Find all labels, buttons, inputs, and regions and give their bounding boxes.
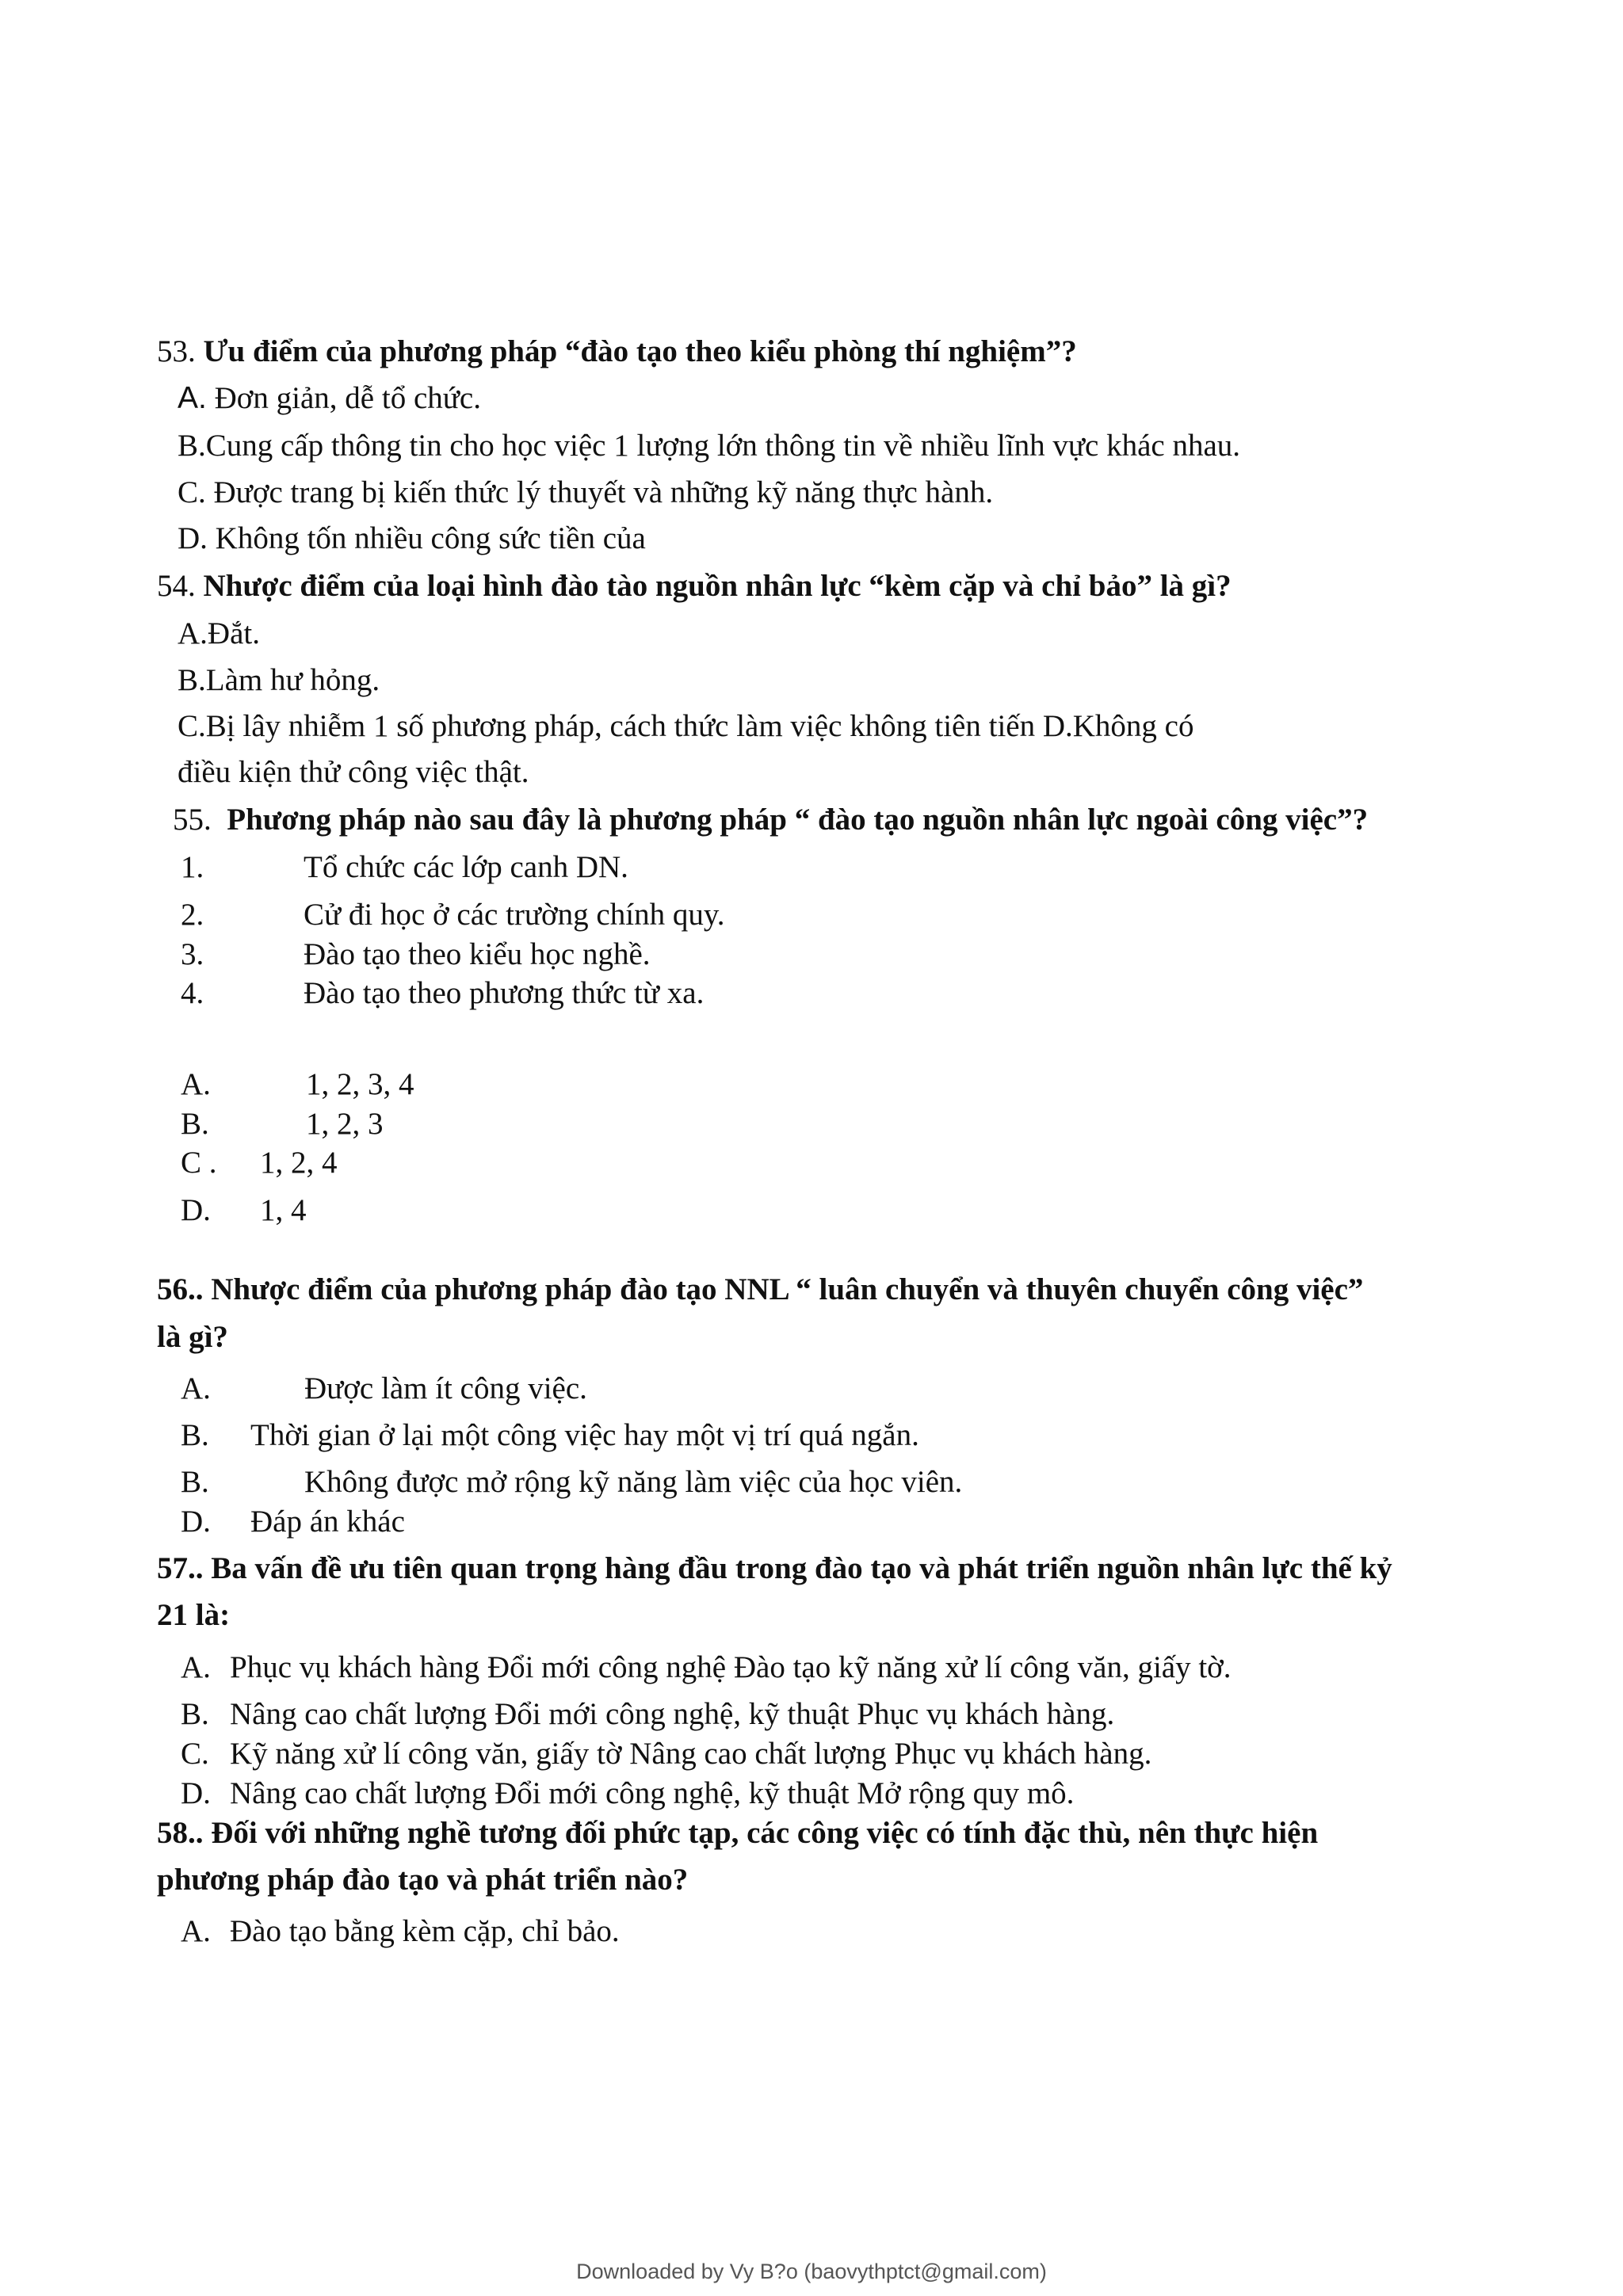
q58-option-text: Đào tạo bằng kèm cặp, chỉ bảo. [230,1914,620,1948]
q54-question [157,567,1232,605]
q56-option-label: B. [181,1465,209,1499]
q56-option-text: Thời gian ở lại một công việc hay một vị trí quá ngắn. [250,1418,919,1452]
q56-option [181,1370,587,1408]
q55-option-text: 1, 2, 4 [260,1146,338,1180]
q55-option [181,1066,414,1104]
q56-option-text: Đáp án khác [250,1505,405,1539]
q55-item-text: Tổ chức các lớp canh DN. [304,850,628,884]
q53-option-d: D. Không tốn nhiều công sức tiền của [178,521,646,555]
q53-option-b: B.Cung cấp thông tin cho học việc 1 lượng lớn thông tin về nhiều lĩnh vực khác nhau. [178,429,1241,463]
q53-text: Ưu điểm của phương pháp “đào tạo theo kiểu phòng thí nghiệm”? [203,334,1077,368]
q55-item-number: 2. [181,898,204,932]
q55-option-label: D. [181,1193,211,1227]
q55-number: 55. [173,803,212,837]
q55-item-text: Cử đi học ở các trường chính quy. [304,898,725,932]
q55-item-number: 1. [181,850,204,884]
q55-option [181,1144,338,1182]
q57-option-label: C. [181,1737,209,1771]
q53-number: 53. [157,334,196,368]
q57-question-continued: 21 là: [157,1598,231,1632]
q57-option [181,1735,1151,1773]
q56-option-text: Được làm ít công việc. [304,1371,587,1405]
q57-option [181,1649,1232,1687]
q57-option-label: B. [181,1697,209,1731]
q57-option-text: Kỹ năng xử lí công văn, giấy tờ Nâng cao chất lượng Phục vụ khách hàng. [230,1737,1152,1771]
q56-option [181,1463,962,1501]
q54-text: Nhược điểm của loại hình đào tào nguồn nhân lực “kèm cặp và chỉ bảo” là gì? [203,569,1232,603]
q53-option-a [178,379,481,418]
q55-item [181,896,725,934]
q55-item-number: 3. [181,937,204,971]
q55-item [181,849,628,887]
q54-number: 54. [157,569,196,603]
q56-option-text: Không được mở rộng kỹ năng làm việc của học viên. [304,1465,963,1499]
q55-option [181,1192,307,1230]
q56-option [181,1417,919,1455]
q53-option-a-text: Đơn giản, dễ tổ chức. [214,381,481,415]
q56-question: 56.. Nhược điểm của phương pháp đào tạo NNL “ luân chuyển và thuyên chuyển công việc” [157,1272,1364,1306]
q55-option-label: C . [181,1146,217,1180]
q55-option [181,1105,384,1143]
q58-question: 58.. Đối với những nghề tương đối phức tạp, các công việc có tính đặc thù, nên thực hiện [157,1816,1319,1850]
q55-item [181,936,651,974]
q57-option-label: A. [181,1650,211,1684]
q55-option-text: 1, 4 [260,1193,307,1227]
q55-item-number: 4. [181,976,204,1010]
q53-question [157,333,1077,371]
q54-option-c: C.Bị lây nhiễm 1 số phương pháp, cách thức làm việc không tiên tiến D.Không có [178,709,1194,743]
q54-option-b: B.Làm hư hỏng. [178,663,380,697]
q55-item-text: Đào tạo theo phương thức từ xa. [304,976,705,1010]
q58-question-continued: phương pháp đào tạo và phát triển nào? [157,1863,689,1897]
q56-option-label: D. [181,1505,211,1539]
q55-option-label: A. [181,1067,211,1101]
q53-option-a-label: A. [178,381,207,415]
q55-item-text: Đào tạo theo kiểu học nghề. [304,937,651,971]
q57-option [181,1695,1114,1733]
q55-question [173,801,1368,839]
q57-option [181,1775,1074,1813]
q56-option [181,1503,405,1541]
q58-option-label: A. [181,1914,211,1948]
q55-option-label: B. [181,1107,209,1141]
q55-option-text: 1, 2, 3 [306,1107,384,1141]
q54-option-a: A.Đắt. [178,616,260,650]
q56-option-label: A. [181,1371,211,1405]
q53-option-c: C. Được trang bị kiến thức lý thuyết và những kỹ năng thực hành. [178,475,994,509]
q55-item [181,974,704,1013]
q57-option-label: D. [181,1776,211,1810]
q55-option-text: 1, 2, 3, 4 [306,1067,414,1101]
q55-text: Phương pháp nào sau đây là phương pháp “ đào tạo nguồn nhân lực ngoài công việc”? [227,803,1369,837]
q57-option-text: Nâng cao chất lượng Đổi mới công nghệ, kỹ thuật Mở rộng quy mô. [230,1776,1075,1810]
q54-option-c-continued: điều kiện thử công việc thật. [178,755,529,789]
q58-option [181,1913,620,1951]
q56-question-continued: là gì? [157,1320,228,1354]
q56-option-label: B. [181,1418,209,1452]
q57-option-text: Nâng cao chất lượng Đổi mới công nghệ, kỹ thuật Phục vụ khách hàng. [230,1697,1115,1731]
q57-question: 57.. Ba vấn đề ưu tiên quan trọng hàng đầu trong đào tạo và phát triển nguồn nhân lực thế kỷ [157,1551,1392,1585]
q57-option-text: Phục vụ khách hàng Đổi mới công nghệ Đào tạo kỹ năng xử lí công văn, giấy tờ. [230,1650,1232,1684]
download-footer: Downloaded by Vy B?o (baovythptct@gmail.com) [576,2260,1047,2283]
